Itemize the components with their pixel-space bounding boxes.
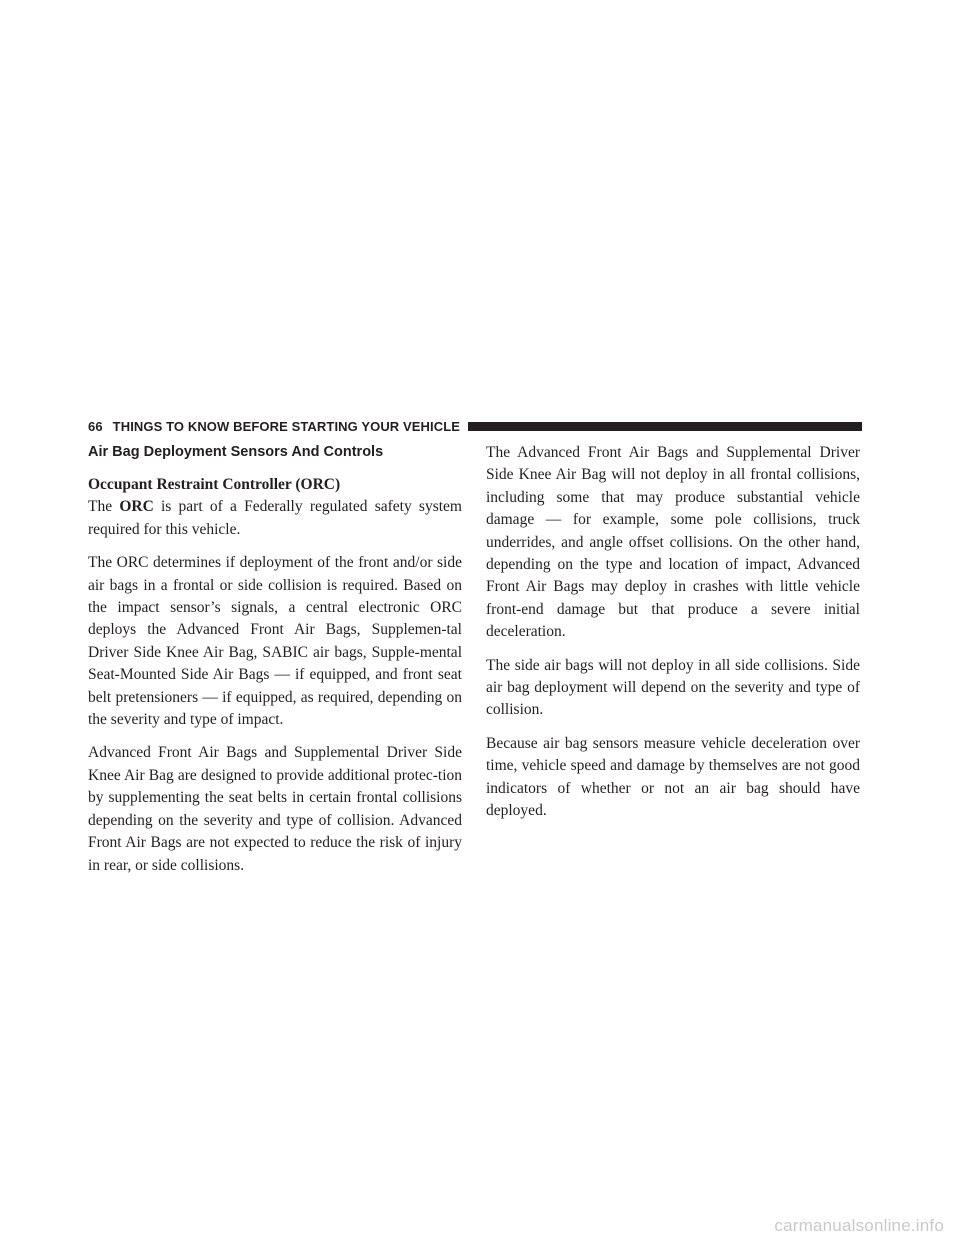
orc-bold-term: ORC bbox=[119, 498, 154, 516]
orc-intro-rest: is part of a Federally regulated safety system required for this vehicle. bbox=[88, 498, 462, 538]
sub-heading: Occupant Restraint Controller (ORC) bbox=[88, 476, 341, 493]
paragraph-orc-intro bbox=[88, 496, 462, 541]
paragraph-orc-determines: The ORC determines if deployment of the front and/or side air bags in a frontal or side collision is required. Based on the impact sensor’s signals, a central electronic ORC deploys the Advanced Front Air Bags, Supplemen-tal Driver Side Knee Air Bag, SABIC air bags, Supple-mental Seat-Mounted Side Air Bags — if equipped, and front seat belt pretensioners — if equipped, as required, depending on the severity and type of impact. bbox=[88, 554, 462, 729]
right-column bbox=[486, 442, 860, 834]
paragraph-not-deploy-frontal: The Advanced Front Air Bags and Supplemental Driver Side Knee Air Bag will not deploy in all frontal collisions, including some that may produce substantial vehicle damage — for example, some pole collisions, truck underrides, and angle offset collisions. On the other hand, depending on the type and location of impact, Advanced Front Air Bags may deploy in crashes with little vehicle front-end damage but that produce a severe initial deceleration. bbox=[486, 444, 860, 641]
paragraph-advanced-front-air-bags: Advanced Front Air Bags and Supplemental Driver Side Knee Air Bag are designed to provide additional protec-tion by supplementing the seat belts in certain frontal collisions depending on the severity and type of collision. Advanced Front Air Bags are not expected to reduce the risk of injury in rear, or side collisions. bbox=[88, 744, 462, 874]
paragraph-side-air-bags: The side air bags will not deploy in all side collisions. Side air bag deployment will depend on the severity and type of collision. bbox=[486, 656, 860, 719]
header-title: THINGS TO KNOW BEFORE STARTING YOUR VEHICLE bbox=[112, 418, 461, 434]
page-number: 66 bbox=[88, 418, 103, 434]
orc-prefix: The bbox=[88, 498, 120, 516]
running-header bbox=[88, 418, 862, 434]
section-heading: Air Bag Deployment Sensors And Controls bbox=[88, 444, 384, 460]
paragraph-sensors-measure: Because air bag sensors measure vehicle deceleration over time, vehicle speed and damage by themselves are not good indicators of whether or not an air bag should have deployed. bbox=[486, 734, 860, 820]
watermark: carmanualsonline.info bbox=[774, 1216, 944, 1235]
header-rule bbox=[468, 422, 862, 431]
left-column bbox=[88, 442, 462, 888]
